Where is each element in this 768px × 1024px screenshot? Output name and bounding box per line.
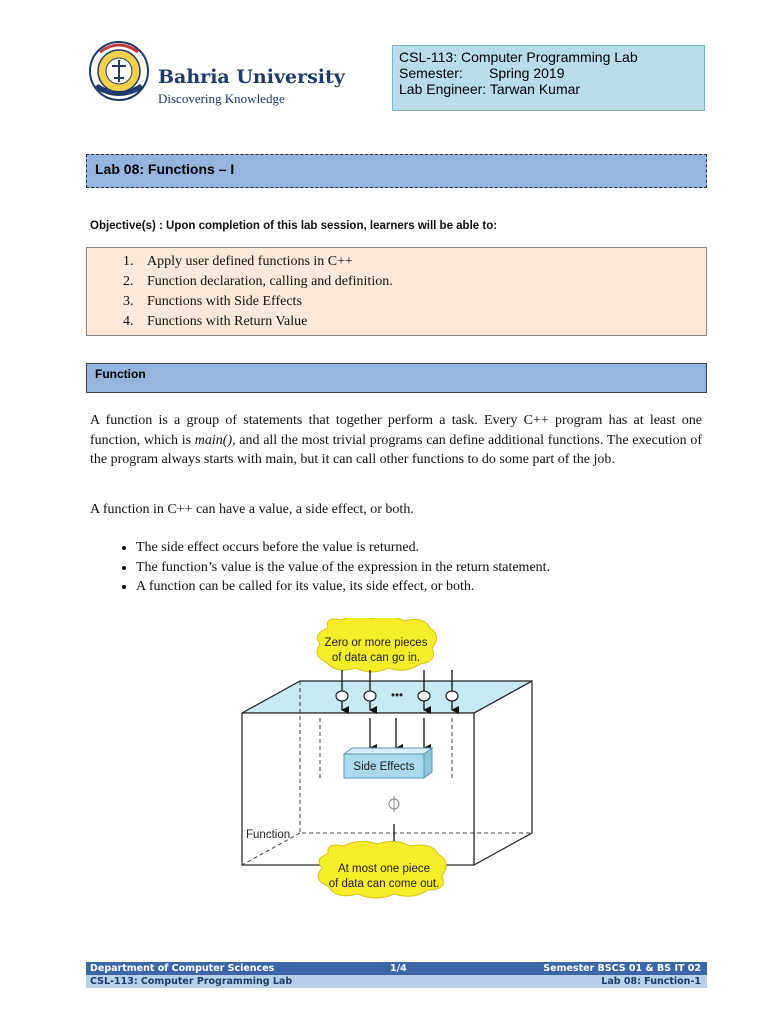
footer-page-number: 1/4 bbox=[390, 963, 407, 974]
main-function-emphasis: main(), bbox=[194, 432, 236, 448]
university-logo bbox=[88, 40, 345, 112]
footer-semester: Semester BSCS 01 & BS IT 02 bbox=[543, 963, 701, 974]
side-effects-block-top bbox=[344, 748, 432, 754]
paragraph-text: A function is a group of statements that together perform a task. Every C++ program has at least one function, which is bbox=[90, 413, 702, 448]
objective-item: 2. Function declaration, calling and definition. bbox=[137, 272, 706, 292]
engineer-label: Lab Engineer: bbox=[399, 81, 487, 97]
course-title: CSL-113: Computer Programming Lab bbox=[399, 49, 638, 65]
course-info-box bbox=[392, 45, 705, 111]
bullet-item: • A function can be called for its value, its side effect, or both. bbox=[136, 577, 702, 597]
university-tagline: Discovering Knowledge bbox=[158, 91, 285, 106]
footer-course: CSL-113: Computer Programming Lab bbox=[90, 976, 293, 987]
input-ellipsis: ••• bbox=[390, 690, 404, 702]
paragraph-text: and all the most trivial programs can define additional functions. The execution of the program always starts with main, but it can call other functions to do some part of the job. bbox=[90, 432, 702, 467]
semester-row bbox=[399, 65, 704, 81]
university-name: Bahria University bbox=[158, 66, 345, 88]
lab-title-bar bbox=[86, 154, 707, 188]
objective-item: 1. Apply user defined functions in C++ bbox=[137, 252, 706, 272]
function-section-bar bbox=[86, 363, 707, 393]
function-diagram bbox=[238, 618, 538, 908]
function-definition-paragraph bbox=[90, 411, 702, 470]
objective-heading: Objective(s) : Upon completion of this lab session, learners will be able to: bbox=[90, 220, 498, 232]
footer-department: Department of Computer Sciences bbox=[90, 963, 275, 974]
objectives-box bbox=[86, 247, 707, 336]
footer-row-2 bbox=[86, 975, 707, 988]
engineer-value: Tarwan Kumar bbox=[489, 81, 581, 97]
footer-row-1 bbox=[86, 962, 707, 975]
function-value-paragraph: A function in C++ can have a value, a side effect, or both. bbox=[90, 502, 414, 517]
side-effect-bullets bbox=[90, 538, 702, 597]
output-cloud-line1: At most one piece bbox=[337, 863, 431, 875]
section-title: Function bbox=[95, 367, 146, 381]
objectives-list bbox=[87, 252, 706, 332]
objective-item: 3. Functions with Side Effects bbox=[137, 292, 706, 312]
semester-label: Semester: bbox=[399, 65, 463, 81]
function-label: Function bbox=[246, 829, 291, 841]
side-effects-label: Side Effects bbox=[353, 761, 415, 773]
input-cloud-line2: of data can go in. bbox=[331, 652, 421, 664]
university-seal-icon bbox=[88, 40, 150, 106]
input-cloud-line1: Zero or more pieces bbox=[324, 637, 428, 649]
engineer-row bbox=[399, 81, 704, 97]
semester-value: Spring 2019 bbox=[489, 65, 565, 81]
footer-lab: Lab 08: Function-1 bbox=[601, 976, 701, 987]
bullet-item: • The side effect occurs before the value is returned. bbox=[136, 538, 702, 558]
output-cloud-line2: of data can come out. bbox=[328, 878, 440, 890]
lab-title: Lab 08: Functions – I bbox=[95, 161, 235, 177]
objective-item: 4. Functions with Return Value bbox=[137, 312, 706, 332]
bullet-item: • The function’s value is the value of the expression in the return statement. bbox=[136, 558, 702, 578]
side-effects-block-side bbox=[424, 748, 432, 778]
